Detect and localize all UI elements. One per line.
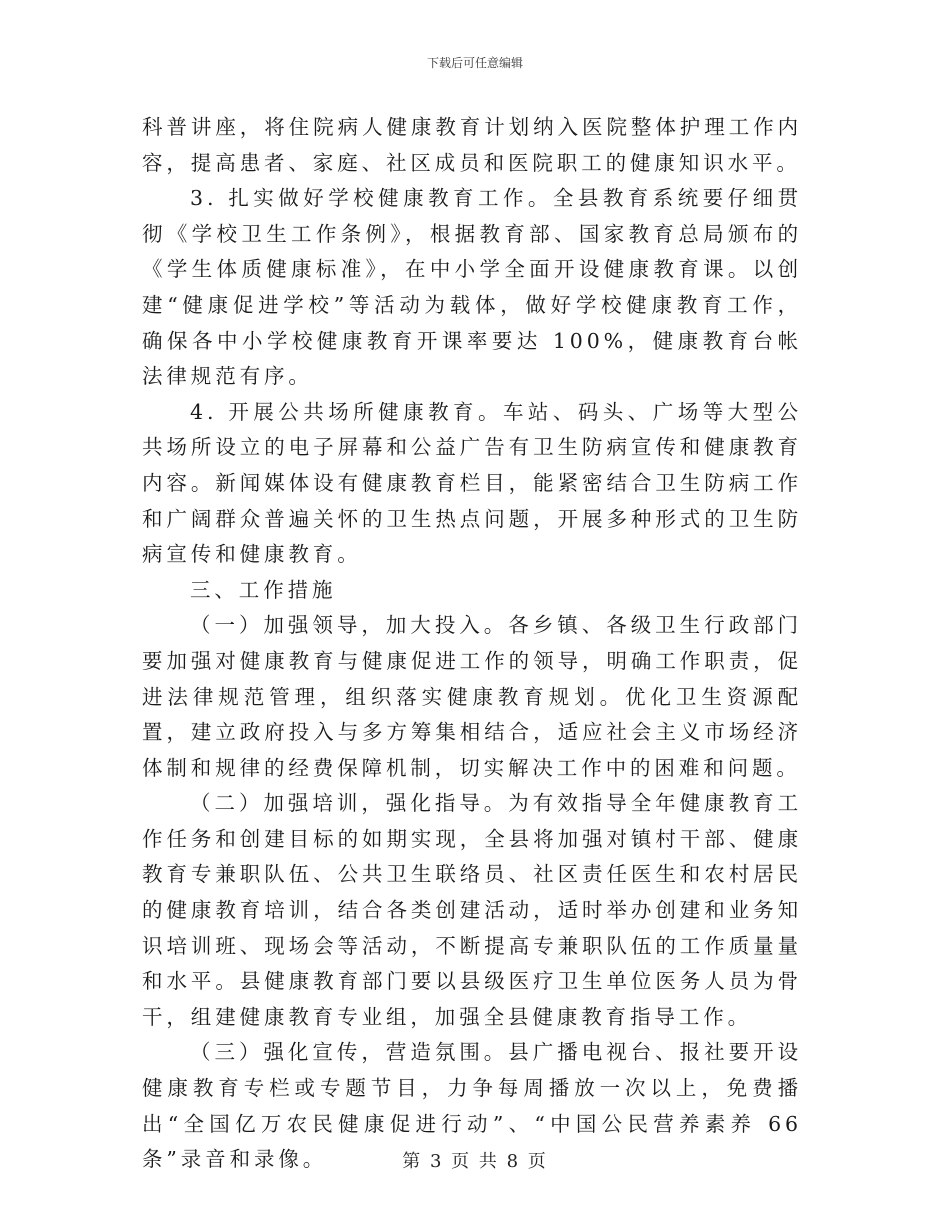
paragraph-public-places: 4. 开展公共场所健康教育。车站、码头、广场等大型公共场所设立的电子屏幕和公益广告有卫生防病宣传和健康教育内容。新闻媒体设有健康教育栏目，能紧密结合卫生防病工作和广阔群众普遍关怀的卫生热点问题，开展多种形式的卫生防病宣传和健康教育。: [142, 399, 802, 567]
paragraph-continuation: 科普讲座，将住院病人健康教育计划纳入医院整体护理工作内容，提高患者、家庭、社区成员和医院职工的健康知识水平。: [142, 115, 802, 175]
paragraph-leadership: （一）加强领导，加大投入。各乡镇、各级卫生行政部门要加强对健康教育与健康促进工作的领导，明确工作职责，促进法律规范管理，组织落实健康教育规划。优化卫生资源配置，建立政府投入与多方筹集相结合，适应社会主义市场经济体制和规律的经费保障机制，切实解决工作中的困难和问题。: [142, 613, 802, 780]
paragraph-publicity: （三）强化宣传，营造氛围。县广播电视台、报社要开设健康教育专栏或专题节目，力争每周播放一次以上，免费播出“全国亿万农民健康促进行动”、“中国公民营养素养 66 条”录音和录像。: [142, 1040, 802, 1172]
document-body: [142, 110, 802, 1178]
section-heading-measures: 三、工作措施: [190, 577, 337, 602]
paragraph-school-health: 3. 扎实做好学校健康教育工作。全县教育系统要仔细贯彻《学校卫生工作条例》，根据教育部、国家教育总局颁布的《学生体质健康标准》，在中小学全面开设健康教育课。以创建“健康促进学校”等活动为载体，做好学校健康教育工作，确保各中小学校健康教育开课率要达 100%，健康教育台帐法律规范有序。: [142, 186, 802, 389]
paragraph-training: （二）加强培训，强化指导。为有效指导全年健康教育工作任务和创建目标的如期实现，全县将加强对镇村干部、健康教育专兼职队伍、公共卫生联络员、社区责任医生和农村居民的健康教育培训，结合各类创建活动，适时举办创建和业务知识培训班、现场会等活动，不断提高专兼职队伍的工作质量量和水平。县健康教育部门要以县级医疗卫生单位医务人员为骨干，组建健康教育专业组，加强全县健康教育指导工作。: [142, 791, 802, 1029]
page-number: 第 3 页 共 8 页: [402, 1151, 548, 1172]
page-header: 下载后可任意编辑: [426, 56, 523, 70]
